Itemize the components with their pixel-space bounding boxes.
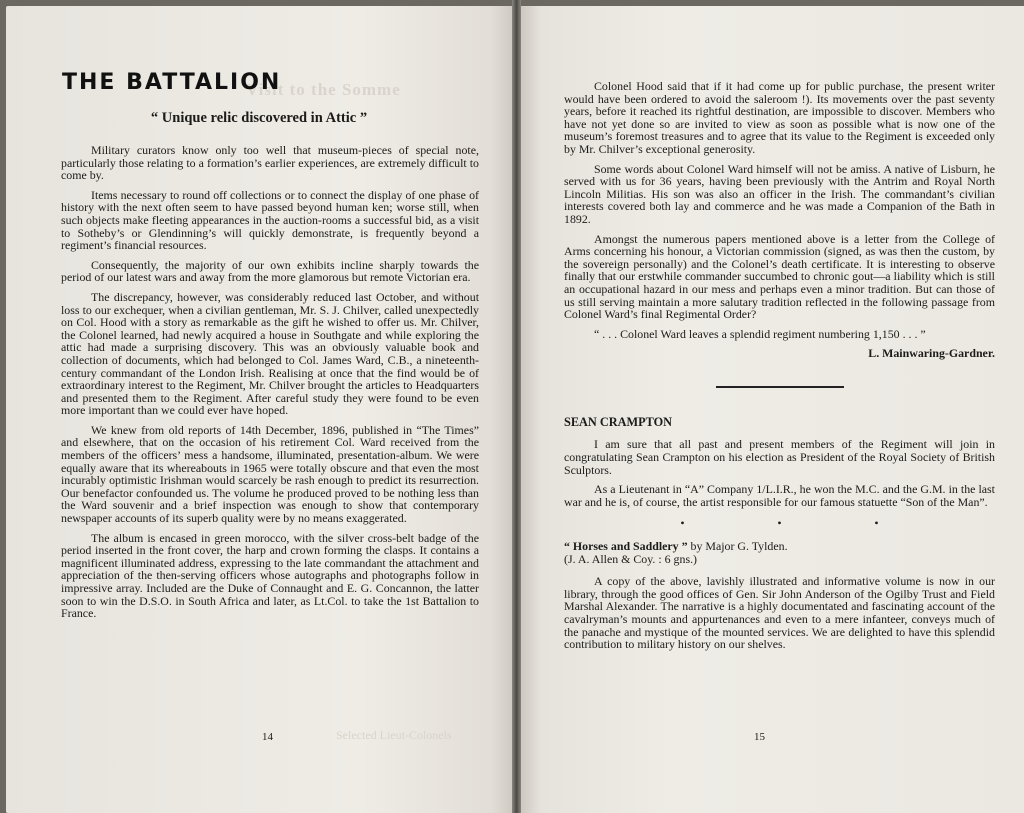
show-through-footer: Selected Lieut-Colonels: [336, 728, 452, 742]
right-article-body: [564, 80, 995, 658]
section-divider: [716, 386, 844, 388]
book-publisher: (J. A. Allen & Coy. : 6 gns.): [564, 551, 698, 566]
dot: •: [680, 516, 685, 531]
ornament-dots: [564, 515, 995, 532]
book-title: “ Horses and Saddlery ”: [564, 539, 688, 554]
paragraph: Items necessary to round off collections or to connect the display of one phase of history with the next often seem to have passed beyond human ken; worse still, when such objects make fleeting appearances in the auction-rooms a successful bid, as a visit to Sotheby’s or Glendinning’s will quickly demonstrate, is frequently beyond a regiment’s financial resources.: [61, 187, 479, 253]
author-signature: L. Mainwaring-Gardner.: [868, 346, 995, 361]
page-number: 15: [754, 731, 765, 743]
paragraph: Colonel Hood said that if it had come up for public purchase, the present writer would have been ordered to avoid the saleroom !). Its movements over the past seventy years, before it reached its rightful destination, are impossible to discover. Members who have not yet done so are invited to view as soon as possible what is now one of the museum’s foremost treasures and to agree that its value to the Regiment is exceeded only by Mr. Chilver’s exceptional generosity.: [564, 79, 995, 156]
paragraph: The album is encased in green morocco, with the silver cross-belt badge of the period inserted in the front cover, the harp and crown forming the clasps. It contains a magnificent illuminated address, expressing to the late commandant the attachment and appreciation of the then-serving officers whose autographs and photographs follow in impressive array. Included are the Duke of Connaught and E. G. Concannon, the latter soon to win the D.S.O. in South Africa and later, as Lt.Col. to take the 1st Battalion to France.: [61, 530, 479, 621]
book-author: by Major G. Tylden.: [687, 539, 788, 554]
page-title: THE BATTALION: [62, 70, 282, 95]
left-article-body: [61, 144, 479, 627]
left-page: [6, 6, 512, 813]
paragraph: A copy of the above, lavishly illustrated and informative volume is now in our library, through the good offices of Gen. Sir John Anderson of the Ogilby Trust and Field Marshal Alexander. The narrative is a highly documentated and fascinating account of the cavalryman’s mounts and appurtenances and even to a mere infanteer, conveys much of the panache and mystique of the mounted services. We are delighted to have this splendid contribution to military history on our shelves.: [564, 574, 995, 652]
paragraph: As a Lieutenant in “A” Company 1/L.I.R., he won the M.C. and the G.M. in the last war and he is, of course, the artist responsible for our famous statuette “Son of the Man”.: [564, 482, 995, 509]
section-heading: SEAN CRAMPTON: [564, 414, 673, 429]
article-subtitle: “ Unique relic discovered in Attic ”: [150, 110, 368, 126]
paragraph: I am sure that all past and present members of the Regiment will join in congratulating Sean Crampton on his election as President of the Royal Society of British Sculptors.: [564, 437, 995, 477]
paragraph: Military curators know only too well that museum-pieces of special note, particularly those relating to a formation’s earlier experiences, are extremely difficult to come by.: [61, 143, 479, 183]
paragraph: Amongst the numerous papers mentioned above is a letter from the College of Arms concerning his honour, a Victorian commission (signed, as was then the custom, by the sovereign personally) and the Colonel’s death certificate. It is interesting to observe finally that our erstwhile commander succumbed to chronic gout—a liability which is still an occupational hazard in our mess and perhaps even a minor tradition. But can those of us still serving maintain a more salutary tradition reflected in the following passage from Colonel Ward’s final Regimental Order?: [564, 231, 995, 322]
paragraph: Consequently, the majority of our own exhibits incline sharply towards the period of our latest wars and away from the more glamorous but remote Victorian era.: [61, 257, 479, 285]
right-page: [521, 6, 1024, 813]
spine-gutter: [512, 0, 521, 813]
book-citation: [564, 540, 995, 553]
dot: •: [777, 516, 782, 531]
paragraph: We knew from old reports of 14th December, 1896, published in “The Times” and elsewhere, that on the occasion of his retirement Col. Ward received from the members of the officers’ mess a handsome, illuminated, presentation-album. We were equally aware that its whereabouts in 1965 were totally obscure and that even the most incurably optimistic Irishman would scarcely be rash enough to predict its resurrection. Our benefactor confounded us. The volume he produced proved to be nothing less than the Ward souvenir and a brief inspection was enough to show that contemporary newspaper accounts of its superb quality were by no means exaggerated.: [61, 422, 479, 526]
paragraph: Some words about Colonel Ward himself will not be amiss. A native of Lisburn, he served with us for 36 years, having been previously with the Antrim and Royal North Lincoln Militias. His son was also an officer in the Irish. The commandant’s civilian interests covered both lay and commerce and he was made a Companion of the Bath in 1892.: [564, 161, 995, 226]
show-through-text: Visit to the Somme: [246, 80, 401, 99]
quote-paragraph: “ . . . Colonel Ward leaves a splendid regiment numbering 1,150 . . . ”: [594, 326, 926, 341]
paragraph: The discrepancy, however, was considerably reduced last October, and without loss to our exchequer, when a civilian gentleman, Mr. S. J. Chilver, called unexpectedly on Col. Hood with a story as remarkable as the gift he wished to offer us. Mr. Chilver, the Colonel learned, had newly acquired a house in Southgate and while exploring the attic had made a surprising discovery. This was an obviously valuable book and collection of documents, which had belonged to Col. James Ward, C.B., a nineteenth-century commandant of the London Irish. Realising at once that the find would be of extraordinary interest to the Regiment, Mr. Chilver brought the articles to Headquarters and presented them to the Regiment. After careful study they were found to be even more important than we could ever have hoped.: [61, 289, 479, 418]
page-number: 14: [262, 731, 273, 743]
dot: •: [874, 516, 879, 531]
